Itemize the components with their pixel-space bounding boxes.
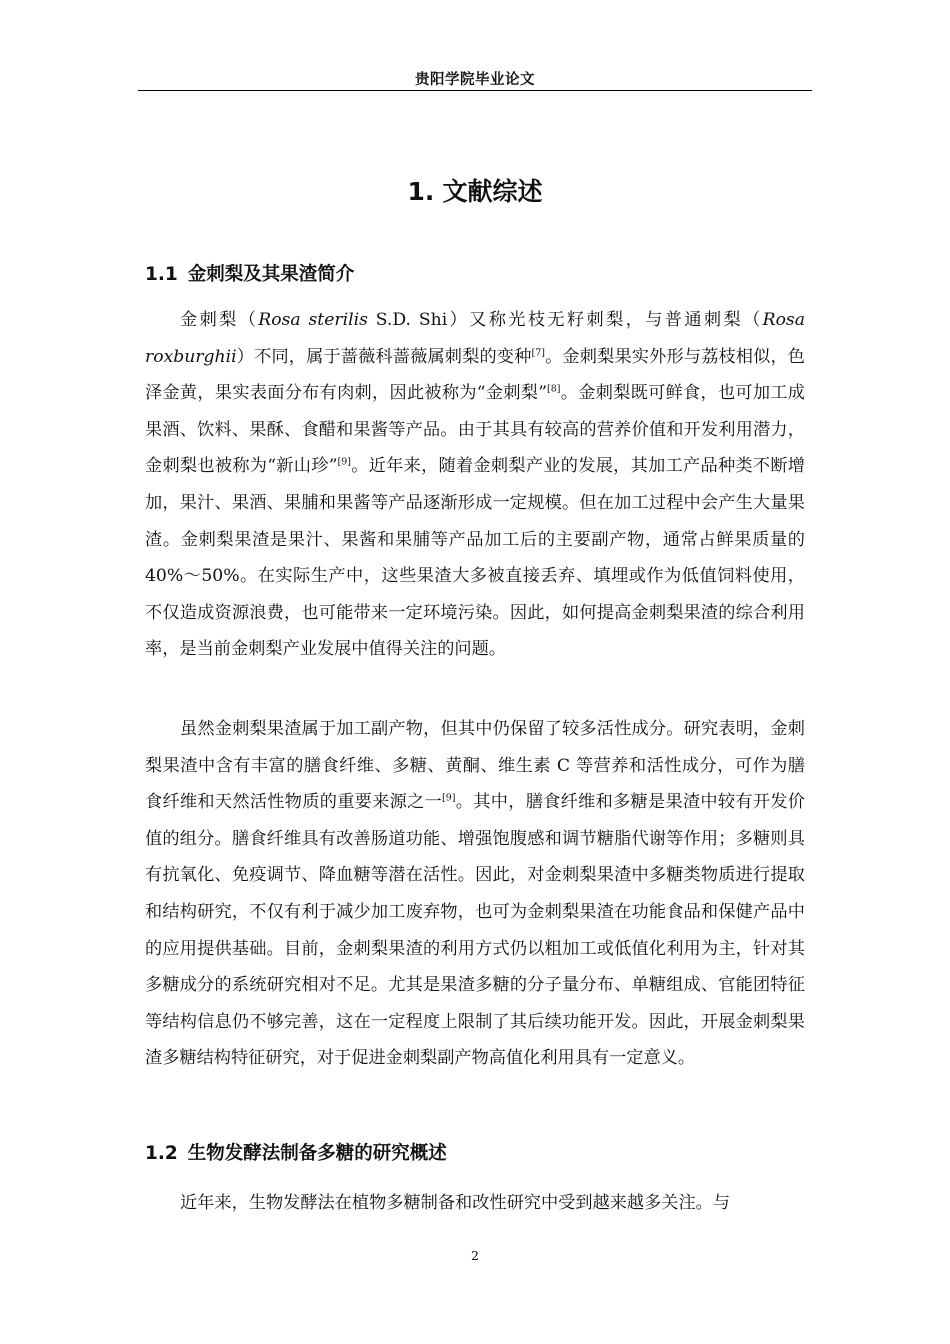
- section-number: 1.1: [145, 264, 178, 285]
- paragraph-2: [145, 711, 805, 1077]
- paragraph-1: [145, 302, 805, 668]
- chapter-title: [0, 172, 950, 208]
- citation-ref: [8]: [547, 383, 561, 395]
- text-run: 近年来，生物发酵法在植物多糖制备和改性研究中受到越来越多关注。与: [180, 1193, 731, 1213]
- species-name: Rosa roxburghii: [145, 310, 805, 367]
- citation-ref: [7]: [531, 346, 545, 358]
- header-rule: [138, 90, 812, 91]
- text-run: 。金刺梨果实外形与荔枝相似，色泽金黄，果实表面分布有肉刺，因此被称为“金刺梨”: [145, 346, 805, 404]
- text-run: 虽然金刺梨果渣属于加工副产物，但其中仍保留了较多活性成分。研究表明，金刺梨果渣中含有丰富的膳食纤维、多糖、黄酮、维生素 C 等营养和活性成分，可作为膳食纤维和天然活性物质的重要来源之一: [145, 719, 805, 813]
- section-title: 生物发酵法制备多糖的研究概述: [187, 1143, 447, 1164]
- chapter-title-text: 文献综述: [442, 177, 543, 206]
- page-number: 2: [471, 1248, 479, 1263]
- running-header: 贵阳学院毕业论文: [415, 72, 535, 88]
- text-run: 。近年来，随着金刺梨产业的发展，其加工产品种类不断增加，果汁、果酒、果脯和果酱等产品逐渐形成一定规模。但在加工过程中会产生大量果渣。金刺梨果渣是果汁、果酱和果脯等产品加工后的主要副产物，通常占鲜果质量的 40%～50%。在实际生产中，这些果渣大多被直接丢弃、填埋或作为低值饲料使用，不仅造成资源浪费，也可能带来一定环境污染。因此，如何提高金刺梨果渣的综合利用率，是当前金刺梨产业发展中值得关注的问题。: [145, 456, 805, 660]
- chapter-number: 1.: [407, 177, 435, 206]
- section-heading-1-2: [145, 1139, 447, 1165]
- text-run: 。其中，膳食纤维和多糖是果渣中较有开发价值的组分。膳食纤维具有改善肠道功能、增强饱腹感和调节糖脂代谢等作用；多糖则具有抗氧化、免疫调节、降血糖等潜在活性。因此，对金刺梨果渣中多糖类物质进行提取和结构研究，不仅有利于减少加工废弃物，也可为金刺梨果渣在功能食品和保健产品中的应用提供基础。目前，金刺梨果渣的利用方式仍以粗加工或低值化利用为主，针对其多糖成分的系统研究相对不足。尤其是果渣多糖的分子量分布、单糖组成、官能团特征等结构信息仍不够完善，这在一定程度上限制了其后续功能开发。因此，开展金刺梨果渣多糖结构特征研究，对于促进金刺梨副产物高值化利用具有一定意义。: [145, 792, 805, 1069]
- text-run: 。金刺梨既可鲜食，也可加工成果酒、饮料、果酥、食醋和果酱等产品。由于其具有较高的营养价值和开发利用潜力，金刺梨也被称为“新山珍”: [145, 383, 805, 477]
- text-run: 金刺梨（: [180, 310, 259, 330]
- species-name: Rosa sterilis: [258, 310, 368, 330]
- paragraph-3: [145, 1185, 805, 1222]
- citation-ref: [9]: [442, 792, 456, 804]
- section-heading-1-1: [145, 260, 354, 286]
- text-run: S.D. Shi）又称光枝无籽刺梨，与普通刺梨（: [367, 310, 763, 330]
- section-number: 1.2: [145, 1143, 178, 1164]
- text-run: ）不同，属于蔷薇科蔷薇属刺梨的变种: [236, 346, 532, 367]
- citation-ref: [9]: [337, 456, 351, 468]
- section-title: 金刺梨及其果渣简介: [187, 264, 355, 285]
